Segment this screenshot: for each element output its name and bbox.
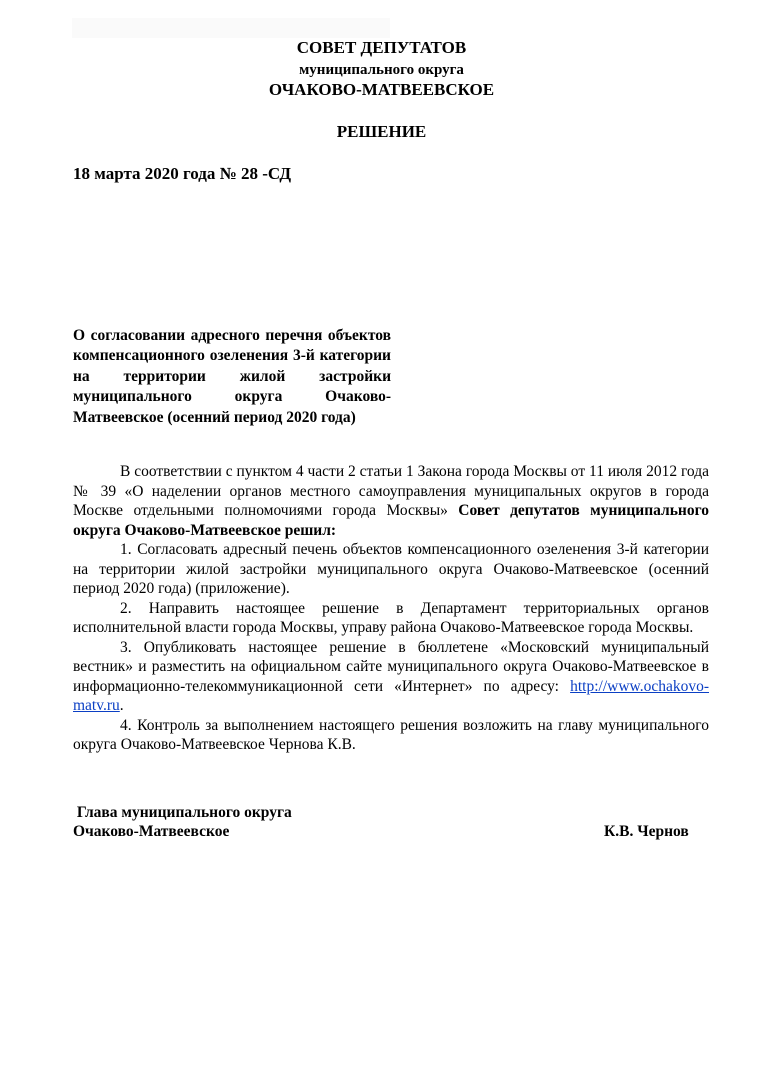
date-number: 18 марта 2020 года № 28 -СД [73, 164, 292, 183]
preamble-paragraph [73, 462, 709, 540]
item-3 [73, 638, 709, 716]
item-3-text: 3. Опубликовать настоящее решение в бюллетене «Московский муниципальный вестник» и разместить на официальном сайте муниципального округа Очаково-Матвеевское в информационно-телекоммуникационной сети «Интернет» по адресу: [73, 638, 709, 695]
item-2: 2. Направить настоящее решение в Департамент территориальных органов исполнительной власти города Москвы, управу района Очаково-Матвеевское города Москвы. [73, 599, 709, 636]
council-title: СОВЕТ ДЕПУТАТОВ [296, 38, 467, 57]
item-4: 4. Контроль за выполнением настоящего решения возложить на главу муниципального округа Очаково-Матвеевское Чернова К.В. [73, 716, 709, 753]
item-3-tail: . [119, 697, 124, 714]
district-type: муниципального округа [299, 62, 464, 78]
decision-body [73, 462, 709, 755]
signature-name: К.В. Чернов [604, 823, 689, 840]
signature-title [73, 803, 292, 823]
preamble-resolution: Совет депутатов муниципального округа Очаково-Матвеевское решил: [73, 502, 709, 539]
preamble-text: В соответствии с пунктом 4 части 2 статьи 1 Закона города Москвы от 11 июля 2012 года № 39 «О наделении органов местного самоуправления муниципальных округов в города Москве отдельными полномочиями города Москвы» [73, 463, 709, 519]
district-name: ОЧАКОВО-МАТВЕЕВСКОЕ [268, 80, 495, 99]
item-1: 1. Согласовать адресный печень объектов компенсационного озеленения 3-й категории на территории жилой застройки муниципального округа Очаково-Матвеевское (осенний период 2020 года) (приложение). [73, 541, 709, 597]
header-strip [72, 18, 390, 38]
signature-title-text: Глава муниципального округа [76, 804, 292, 821]
website-link[interactable]: http://www.ochakovo-matv.ru [73, 677, 709, 714]
signature-org: Очаково-Матвеевское [73, 823, 230, 840]
document-type: РЕШЕНИЕ [336, 122, 427, 141]
decision-subject: О согласовании адресного перечня объектов компенсационного озеленения 3-й категории на территории жилой застройки муниципального округа Очаково-Матвеевское (осенний период 2020 года) [73, 327, 391, 426]
